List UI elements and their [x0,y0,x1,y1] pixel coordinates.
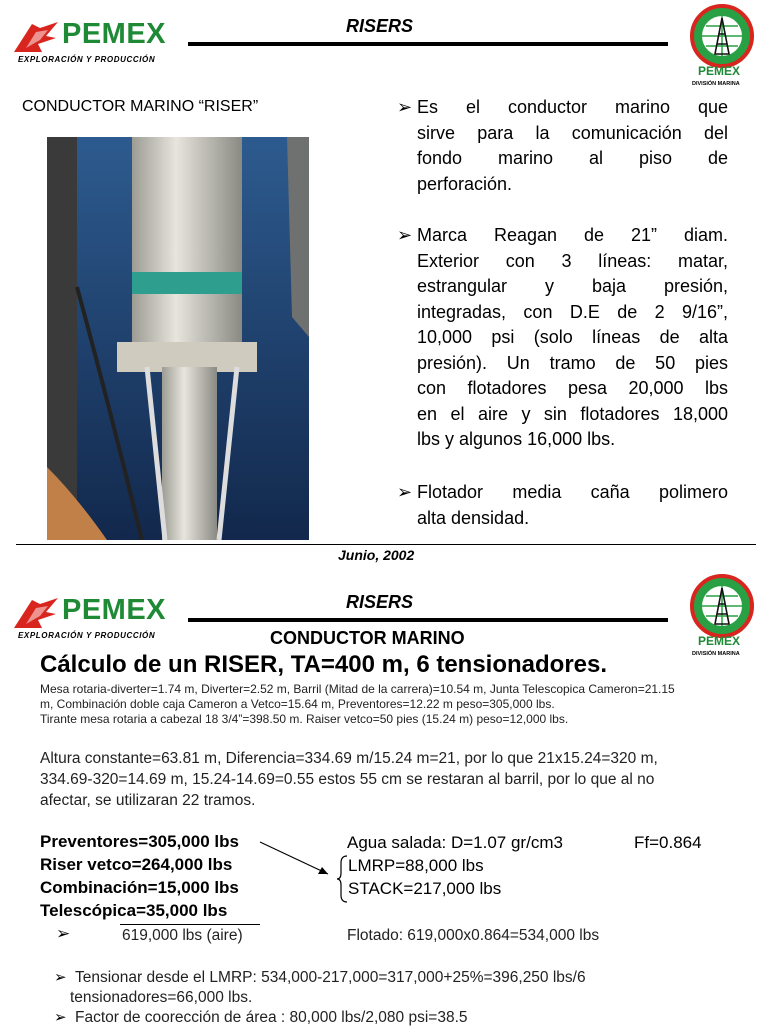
pemex-eagle-icon [12,594,60,632]
lmrp-value: LMRP=88,000 lbs [348,856,484,875]
bullet-2-line: estrangular y baja presión, [417,276,728,296]
factor-line: Factor de coorección de área : 80,000 lbs/2,080 psi=38.5 [75,1009,468,1026]
bullet-2-line: Marca Reagan de 21” diam. [417,225,728,245]
weight-item: Preventores=305,000 lbs [40,832,239,851]
riser-photo-image [47,137,309,540]
header-title: RISERS [346,16,414,36]
bullet-1-line: perforación. [417,173,513,194]
bullet-3-line: Flotador media caña polimero [417,482,728,502]
header-rule [188,618,668,622]
bullet-1-line: sirve para la comunicación del [417,122,728,143]
seal-subtitle: DIVISIÓN MARINA [692,651,740,657]
division-marina-seal [684,574,760,658]
pemex-logo [12,594,192,642]
pemex-eagle-icon [12,18,60,56]
main-title: Cálculo de un RISER, TA=400 m, 6 tensionadores. [40,651,608,678]
bullet-2-line: en el aire y sin flotadores 18,000 [417,403,728,424]
weight-item: Telescópica=35,000 lbs [40,901,228,920]
weights-list [40,830,239,922]
bullet-2-line: con flotadores pesa 20,000 lbs [417,378,728,398]
small-line: Mesa rotaria-diverter=1.74 m, Diverter=2.52 m, Barril (Mitad de la carrera)=10.54 m, Junta Telescopica Cameron=21.15 [40,682,675,696]
tensionar-line-2: tensionadores=66,000 lbs. [70,989,253,1006]
stack-value: STACK=217,000 lbs [348,879,502,898]
left-heading: CONDUCTOR MARINO “RISER” [22,98,259,115]
pemex-logo-subtitle: EXPLORACIÓN Y PRODUCCIÓN [18,631,156,640]
total-air: 619,000 lbs (aire) [122,927,243,944]
pemex-logo-text: PEMEX [62,594,167,626]
mid-line: 334.69-320=14.69 m, 15.24-14.69=0.55 estos 55 cm se restaran al barril, por lo que al no [40,771,655,788]
bullet-3-line: alta densidad. [417,507,530,528]
derrick-globe-icon [684,4,760,68]
bullet-2-line: lbs y algunos 16,000 lbs. [417,429,616,449]
pemex-logo [12,18,192,66]
header-title: RISERS [346,592,414,612]
footer-rule [16,544,756,545]
ff-value: Ff=0.864 [634,833,702,852]
small-line: m, Combinación doble caja Cameron a Vetco=15.64 m, Preventores=12.22 m peso=305,000 lbs. [40,697,555,711]
bullet-2-line: integradas, con D.E de 2 9/16”, [417,301,728,322]
derrick-globe-icon [684,574,760,638]
mid-text-block [40,748,740,811]
bullet-arrow-icon: ➢ [397,97,413,117]
pemex-logo-text: PEMEX [62,18,167,50]
weight-item: Combinación=15,000 lbs [40,878,239,897]
arrow-icon [258,838,338,882]
riser-photo [47,137,309,540]
slide-subtitle: CONDUCTOR MARINO [270,628,465,648]
header-rule [188,42,668,46]
seal-text: PEMEX [698,634,741,648]
weight-item: Riser vetco=264,000 lbs [40,855,233,874]
bullet-2-line: 10,000 psi (solo líneas de alta [417,327,728,347]
slide-2 [0,570,768,1024]
bullet-arrow-icon: ➢ [54,1009,67,1026]
division-marina-seal [684,4,760,88]
mid-line: afectar, se utilizaran 22 tramos. [40,792,256,809]
mid-line: Altura constante=63.81 m, Diferencia=334.69 m/15.24 m=21, por lo que 21x15.24=320 m, [40,750,658,767]
small-text-block [40,682,740,727]
bullet-2-line: Exterior con 3 líneas: matar, [417,250,728,271]
bullet-1-line: fondo marino al piso de [417,148,728,168]
flotado: Flotado: 619,000x0.864=534,000 lbs [347,927,600,944]
footer-date: Junio, 2002 [338,547,415,563]
bullet-arrow-icon: ➢ [397,482,413,502]
bullet-3 [397,480,728,531]
tensionar-line-1: Tensionar desde el LMRP: 534,000-217,000=317,000+25%=396,250 lbs/6 [75,969,586,986]
bullet-1-line: Es el conductor marino que [417,97,728,117]
bullet-arrow-icon: ➢ [54,969,67,986]
bullet-2 [397,223,728,453]
seal-text: PEMEX [698,64,741,78]
bullet-1 [397,95,728,197]
sum-underline [120,924,260,925]
agua-salada: Agua salada: D=1.07 gr/cm3 [347,833,563,852]
bullet-2-line: presión). Un tramo de 50 pies [417,352,728,373]
seal-subtitle: DIVISIÓN MARINA [692,81,740,87]
bullet-arrow-icon: ➢ [56,924,71,943]
small-line: Tirante mesa rotaria a cabezal 18 3/4”=398.50 m. Raiser vetco=50 pies (15.24 m) peso=12,000 lbs. [40,712,569,726]
pemex-logo-subtitle: EXPLORACIÓN Y PRODUCCIÓN [18,55,156,64]
bullet-arrow-icon: ➢ [397,225,413,245]
